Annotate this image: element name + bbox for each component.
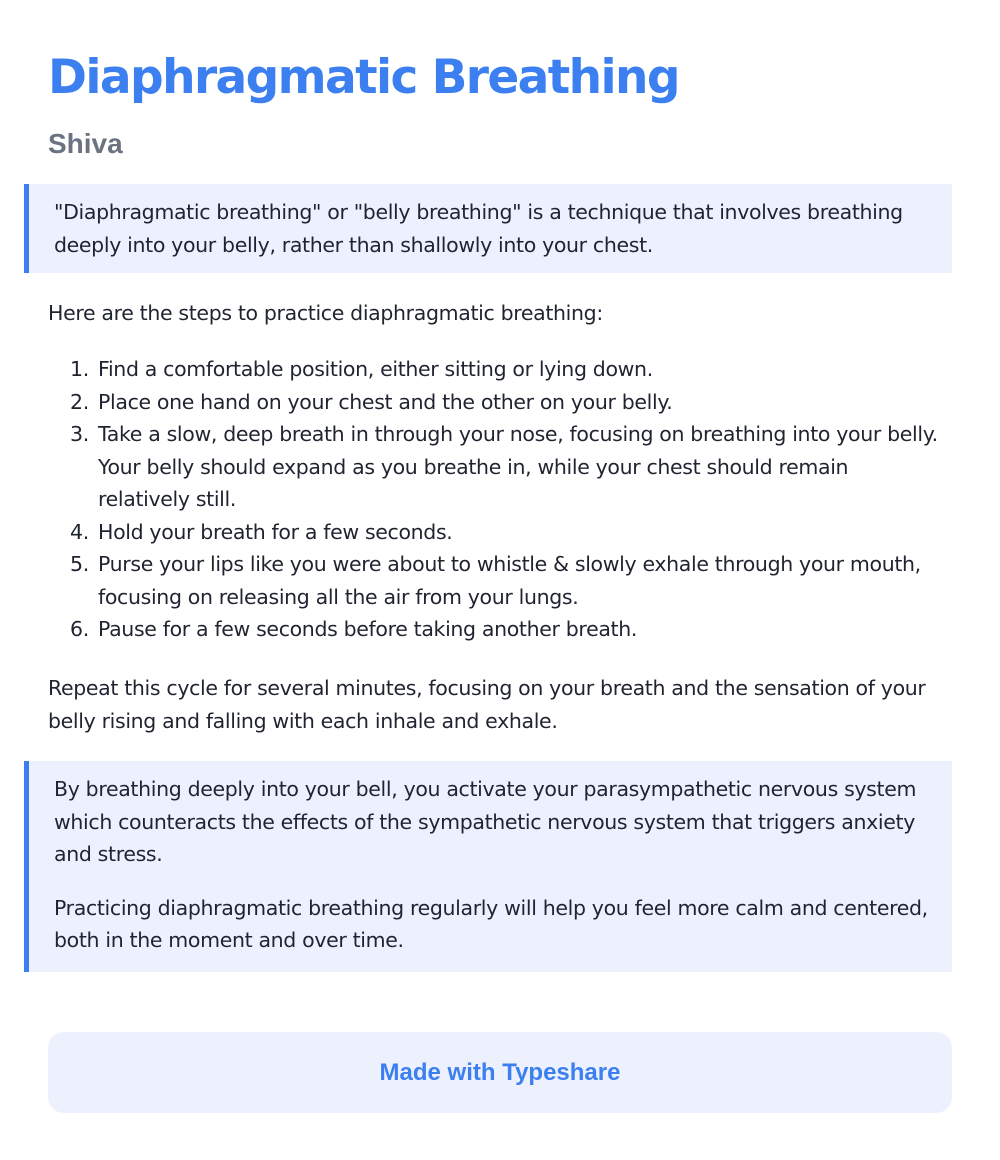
footer-label: Made with Typeshare [379, 1058, 621, 1086]
list-item-text: Pause for a few seconds before taking another breath. [98, 617, 638, 641]
list-item-number: 5. [70, 552, 89, 576]
repeat-cycle-text: Repeat this cycle for several minutes, focusing on your breath and the sensation of your belly rising and falling with each inhale and exhale. [48, 676, 926, 733]
callout-text: "Diaphragmatic breathing" or "belly breathing" is a technique that involves breathing deeply into your belly, rather than shallowly into your chest. [54, 200, 903, 257]
highlight-callout-benefits [24, 761, 952, 972]
callout-paragraph: Practicing diaphragmatic breathing regularly will help you feel more calm and centered, both in the moment and over time. [54, 895, 928, 952]
list-item-number: 3. [70, 422, 89, 446]
list-item-number: 4. [70, 519, 89, 544]
list-item-number: 6. [70, 617, 89, 641]
list-item-text: Take a slow, deep breath in through your nose, focusing on breathing into your belly. Your belly should expand as you breathe in, while your chest should remain relatively still. [98, 422, 938, 511]
list-item-text: Purse your lips like you were about to whistle & slowly exhale through your mouth, focusing on releasing all the air from your lungs. [98, 552, 921, 609]
list-item [48, 386, 943, 419]
page-title: Diaphragmatic Breathing [48, 50, 679, 105]
callout-paragraph: By breathing deeply into your bell, you activate your parasympathetic nervous system which counteracts the effects of the sympathetic nervous system that triggers anxiety and stress. [54, 777, 917, 866]
list-item-text: Find a comfortable position, either sitting or lying down. [98, 357, 653, 381]
list-item [48, 613, 943, 646]
steps-intro-text: Here are the steps to practice diaphragmatic breathing: [48, 301, 603, 325]
author-name: Shiva [48, 128, 123, 159]
list-item [48, 548, 943, 613]
made-with-typeshare-button[interactable] [48, 1032, 952, 1113]
list-item [48, 353, 943, 386]
highlight-callout-intro [24, 184, 952, 273]
list-item [48, 418, 943, 516]
list-item [48, 516, 943, 549]
steps-list [48, 353, 943, 646]
list-item-number: 1. [70, 357, 89, 381]
list-item-number: 2. [70, 389, 89, 414]
list-item-text: Hold your breath for a few seconds. [98, 519, 453, 544]
list-item-text: Place one hand on your chest and the other on your belly. [98, 389, 673, 414]
